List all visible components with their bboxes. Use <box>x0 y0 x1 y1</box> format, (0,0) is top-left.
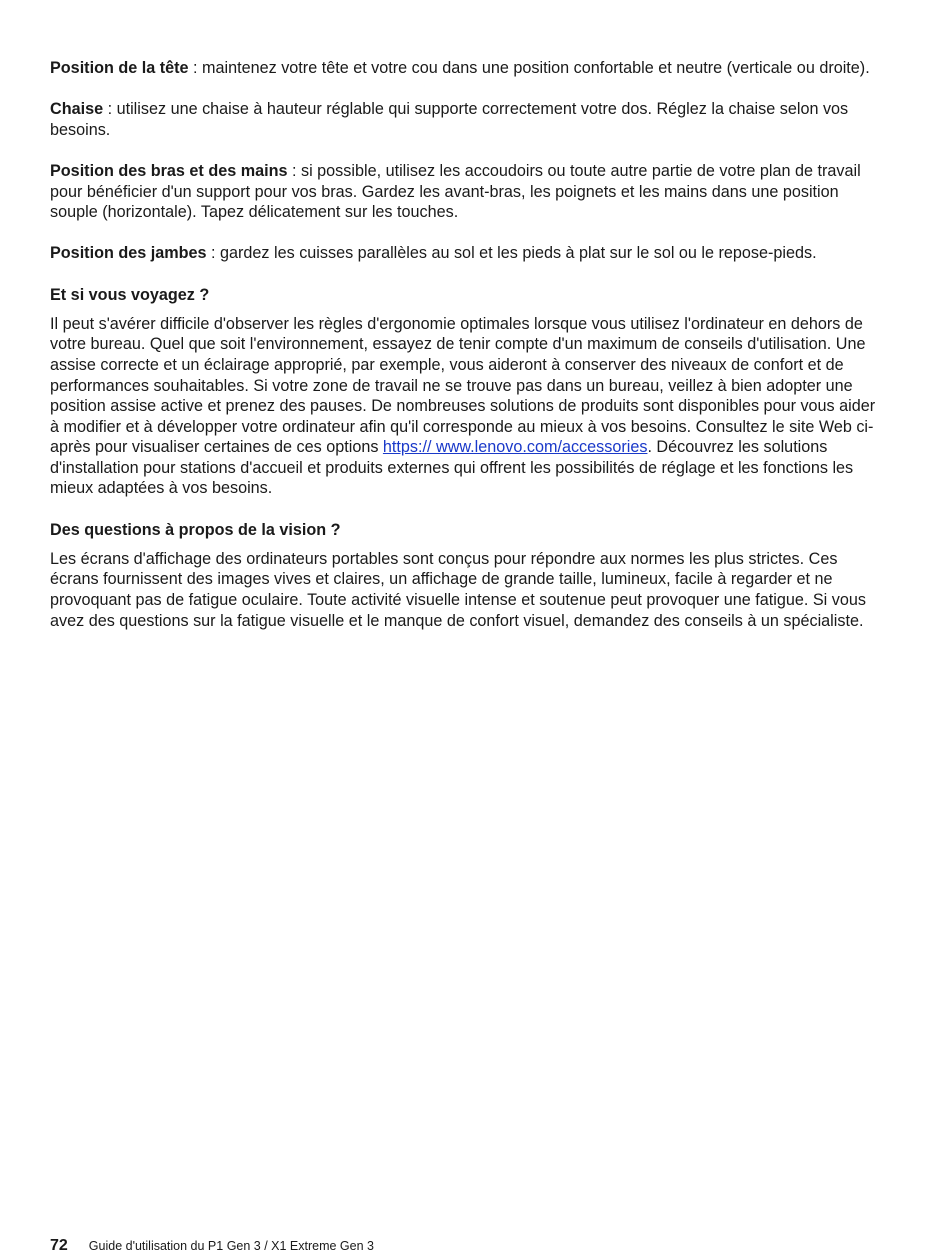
page-number: 72 <box>50 1237 68 1254</box>
legs-text: : gardez les cuisses parallèles au sol et les pieds à plat sur le sol ou le repose-pieds. <box>206 244 817 263</box>
chair-paragraph <box>50 99 880 140</box>
arms-hands-term: Position des bras et des mains <box>50 161 288 180</box>
legs-paragraph <box>50 243 880 264</box>
document-body <box>50 58 880 652</box>
head-position-paragraph <box>50 58 880 79</box>
chair-text: : utilisez une chaise à hauteur réglable qui supporte correctement votre dos. Réglez la chaise selon vos besoins. <box>50 100 849 139</box>
page-footer <box>50 1237 374 1255</box>
footer-title: Guide d'utilisation du P1 Gen 3 / X1 Extreme Gen 3 <box>88 1239 374 1253</box>
travel-heading: Et si vous voyagez ? <box>50 285 210 304</box>
head-position-text: : maintenez votre tête et votre cou dans une position confortable et neutre (verticale ou droite). <box>188 59 870 77</box>
arms-hands-paragraph <box>50 161 880 223</box>
travel-text-before-link: Il peut s'avérer difficile d'observer les règles d'ergonomie optimales lorsque vous utilisez l'ordinateur en dehors de votre bureau. Quel que soit l'environnement, essayez de tenir compte d'un maximum de conseils d'utilisation. Une assise correcte et un éclairage approprié, par exemple, vous aideront à conserver des niveaux de confort et de performances souhaitables. Si votre zone de travail ne se trouve pas dans un bureau, veillez à bien adopter une position assise active et prenez des pauses. De nombreuses solutions de produits sont disponibles pour vous aider à modifier et à développer votre ordinateur afin qu'il corresponde au mieux à vos besoins. Consultez le site Web ci-après pour visualiser certaines de ces options <box>50 314 876 457</box>
arms-hands-text: : si possible, utilisez les accoudoirs ou toute autre partie de votre plan de travail pour bénéficier d'un support pour vos bras. Gardez les avant-bras, les poignets et les mains dans une position souple (horizontale). Tapez délicatement sur les touches. <box>50 161 861 222</box>
chair-term: Chaise <box>50 100 104 119</box>
vision-paragraph: Les écrans d'affichage des ordinateurs portables sont conçus pour répondre aux normes les plus strictes. Ces écrans fournissent des images vives et claires, un affichage de grande taille, lumineux, facile à regarder et ne provoquant pas de fatigue oculaire. Toute activité visuelle intense et soutenue peut provoquer une fatigue. Si vous avez des questions sur la fatigue visuelle et le manque de confort visuel, demandez des conseils à un spécialiste. <box>50 549 866 630</box>
travel-paragraph <box>50 314 880 499</box>
vision-heading: Des questions à propos de la vision ? <box>50 520 341 539</box>
travel-text-after-link: . Découvrez les solutions d'installation pour stations d'accueil et produits externes qui offrent les possibilités de réglage et les fonctions les mieux adaptées à vos besoins. <box>50 438 854 498</box>
legs-term: Position des jambes <box>50 244 207 263</box>
accessories-link[interactable]: https:// www.lenovo.com/accessories <box>382 438 648 457</box>
head-position-term: Position de la tête <box>50 59 189 77</box>
